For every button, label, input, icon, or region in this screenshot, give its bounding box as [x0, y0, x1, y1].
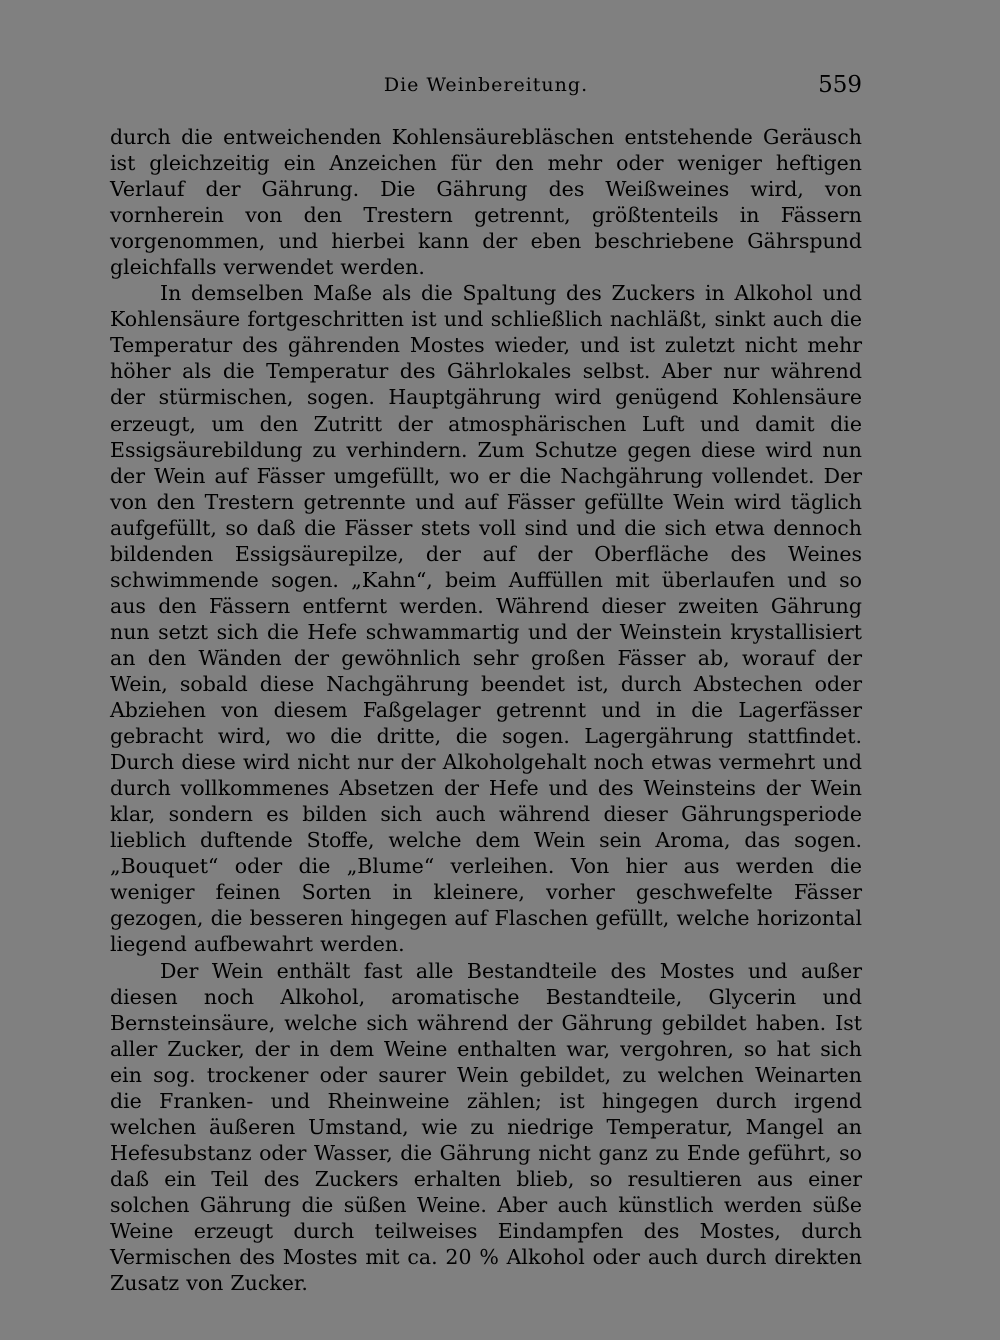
- paragraph-fermentation: In demselben Maße als die Spaltung des Zuckers in Alkohol und Kohlensäure fortgeschritten ist und schließlich nachläßt, sinkt auch die Temperatur des gährenden Mostes wieder, und ist zuletzt nicht mehr höher als die Temperatur des Gährlokales selbst. Aber nur während der stürmischen, sogen. Hauptgährung wird genügend Kohlensäure erzeugt, um den Zutritt der atmosphärischen Luft und damit die Essigsäurebildung zu verhindern. Zum Schutze gegen diese wird nun der Wein auf Fässer umgefüllt, wo er die Nachgährung vollendet. Der von den Trestern getrennte und auf Fässer gefüllte Wein wird täglich aufgefüllt, so daß die Fässer stets voll sind und die sich etwa dennoch bildenden Essigsäurepilze, der auf der Oberfläche des Weines schwimmende sogen. „Kahn“, beim Auffüllen mit überlaufen und so aus den Fässern entfernt werden. Während dieser zweiten Gährung nun setzt sich die Hefe schwammartig und der Weinstein krystallisiert an den Wänden der gewöhnlich sehr großen Fässer ab, worauf der Wein, sobald diese Nachgährung beendet ist, durch Abstechen oder Abziehen von diesem Faßgelager getrennt und in die Lagerfässer gebracht wird, wo die dritte, die sogen. Lagergährung stattfindet. Durch diese wird nicht nur der Alkoholgehalt noch etwas vermehrt und durch vollkommenes Absetzen der Hefe und des Weinsteins der Wein klar, sondern es bilden sich auch während dieser Gährungsperiode lieblich duftende Stoffe, welche dem Wein sein Aroma, das sogen. „Bouquet“ oder die „Blume“ verleihen. Von hier aus werden die weniger feinen Sorten in kleinere, vorher geschwefelte Fässer gezogen, die besseren hingegen auf Flaschen gefüllt, welche horizontal liegend aufbewahrt werden.: [110, 281, 862, 957]
- paragraph-wine-components: Der Wein enthält fast alle Bestandteile des Mostes und außer diesen noch Alkohol, aromatische Bestandteile, Glycerin und Bernsteinsäure, welche sich während der Gährung gebildet haben. Ist aller Zucker, der in dem Weine enthalten war, vergohren, so hat sich ein sog. trockener oder saurer Wein gebildet, zu welchen Weinarten die Franken- und Rheinweine zählen; ist hingegen durch irgend welchen äußeren Umstand, wie zu niedrige Temperatur, Mangel an Hefesubstanz oder Wasser, die Gährung nicht ganz zu Ende geführt, so daß ein Teil des Zuckers erhalten blieb, so resultieren aus einer solchen Gährung die süßen Weine. Aber auch künstlich werden süße Weine erzeugt durch teilweises Eindampfen des Mostes, durch Vermischen des Mostes mit ca. 20 % Alkohol oder auch durch direkten Zusatz von Zucker.: [110, 958, 862, 1296]
- page-header: [110, 68, 862, 102]
- running-title: Die Weinbereitung.: [383, 74, 589, 96]
- paragraph-continuation: durch die entweichenden Kohlensäurebläschen entstehende Geräusch ist gleichzeitig ein Anzeichen für den mehr oder weniger heftigen Verlauf der Gährung. Die Gährung des Weißweines wird, von vornherein von den Trestern getrennt, größtenteils in Fässern vorgenommen, und hierbei kann der eben beschriebene Gährspund gleichfalls verwendet werden.: [110, 125, 862, 280]
- body-text: [110, 124, 862, 1296]
- page-number: 559: [818, 72, 862, 98]
